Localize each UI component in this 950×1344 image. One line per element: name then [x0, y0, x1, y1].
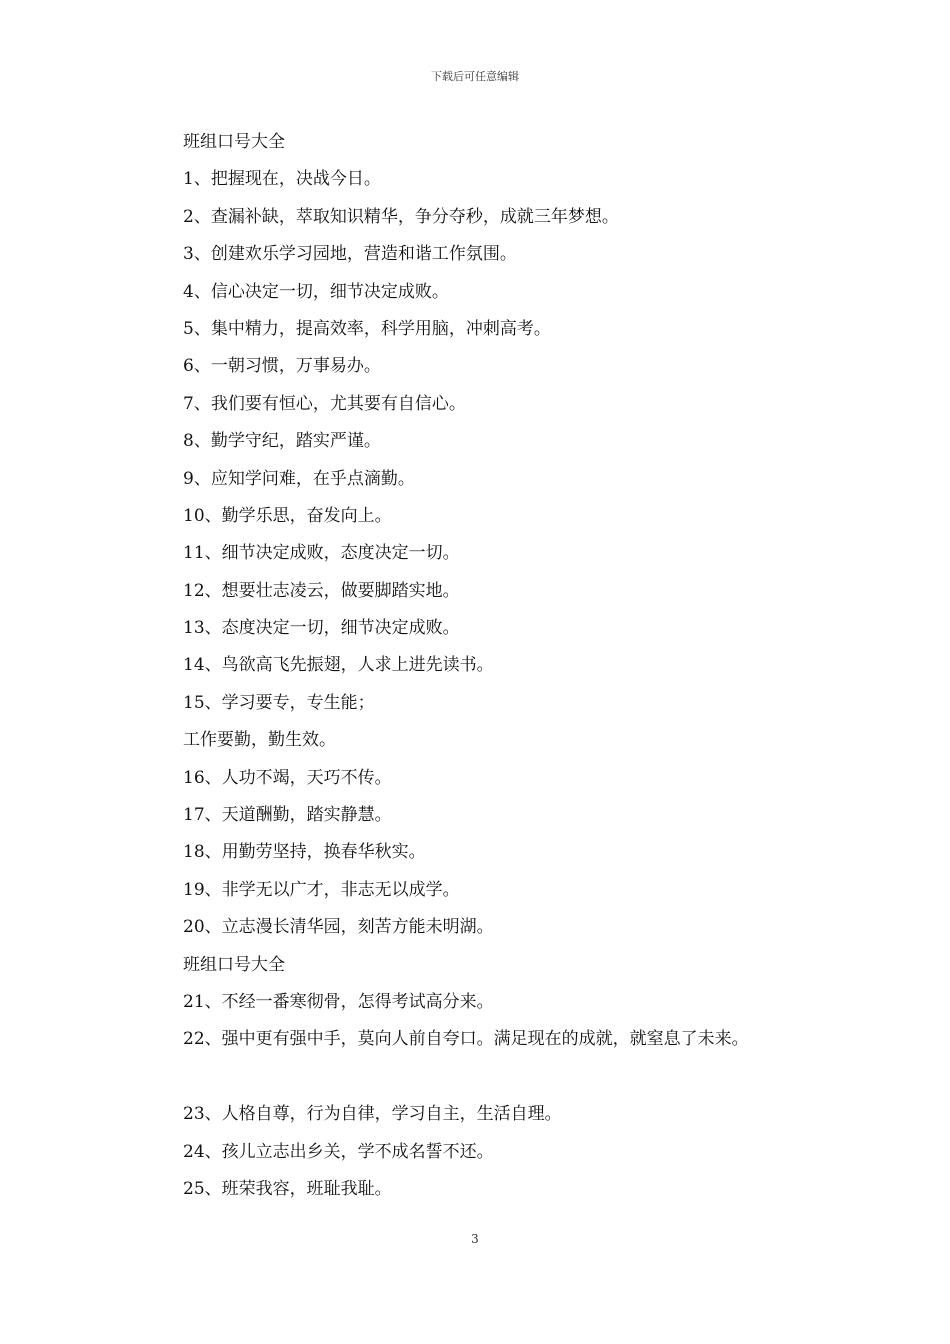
- slogan-item: 17、天道酬勤，踏实静慧。: [183, 805, 392, 826]
- slogan-item: 13、态度决定一切，细节决定成败。: [183, 618, 460, 639]
- section-title: 班组口号大全: [183, 132, 285, 152]
- slogan-item: 15、学习要专，专生能；: [183, 692, 375, 713]
- slogan-item: 12、想要壮志凌云，做要脚踏实地。: [183, 580, 460, 601]
- slogan-item: 9、应知学问难，在乎点滴勤。: [183, 468, 415, 489]
- page-number: 3: [471, 1232, 479, 1246]
- slogan-item: 7、我们要有恒心，尤其要有自信心。: [183, 393, 466, 414]
- slogan-item: 22、强中更有强中手，莫向人前自夸口。满足现在的成就，就窒息了未来。: [183, 1029, 749, 1050]
- slogan-item: 8、勤学守纪，踏实严谨。: [183, 431, 381, 452]
- slogan-item: 6、一朝习惯，万事易办。: [183, 356, 381, 377]
- slogan-item: 16、人功不竭，天巧不传。: [183, 767, 392, 788]
- slogan-item: 20、立志漫长清华园，刻苦方能未明湖。: [183, 917, 494, 938]
- document-body: [183, 124, 883, 1208]
- slogan-item: 24、孩儿立志出乡关，学不成名誓不还。: [183, 1141, 494, 1162]
- slogan-item: 1、把握现在，决战今日。: [183, 169, 381, 190]
- slogan-item: 25、班荣我容，班耻我耻。: [183, 1178, 392, 1199]
- slogan-item: 14、鸟欲高飞先振翅，人求上进先读书。: [183, 655, 494, 676]
- paragraph-gap: [183, 1059, 883, 1096]
- slogan-item: 10、勤学乐思，奋发向上。: [183, 505, 392, 526]
- page-header: 下载后可任意编辑: [431, 70, 519, 83]
- slogan-item: 19、非学无以广才，非志无以成学。: [183, 879, 460, 900]
- slogan-item: 11、细节决定成败，态度决定一切。: [183, 543, 460, 564]
- slogan-item: 工作要勤，勤生效。: [183, 730, 336, 751]
- slogan-item: 23、人格自尊，行为自律，学习自主，生活自理。: [183, 1104, 562, 1125]
- slogan-item: 5、集中精力，提高效率，科学用脑，冲刺高考。: [183, 318, 551, 339]
- slogan-item: 4、信心决定一切，细节决定成败。: [183, 281, 449, 302]
- slogan-item: 3、创建欢乐学习园地，营造和谐工作氛围。: [183, 244, 517, 265]
- section-title: 班组口号大全: [183, 954, 285, 975]
- slogan-item: 2、查漏补缺，萃取知识精华，争分夺秒，成就三年梦想。: [183, 206, 619, 227]
- slogan-item: 18、用勤劳坚持，换春华秋实。: [183, 842, 426, 863]
- slogan-item: 21、不经一番寒彻骨，怎得考试高分来。: [183, 991, 494, 1012]
